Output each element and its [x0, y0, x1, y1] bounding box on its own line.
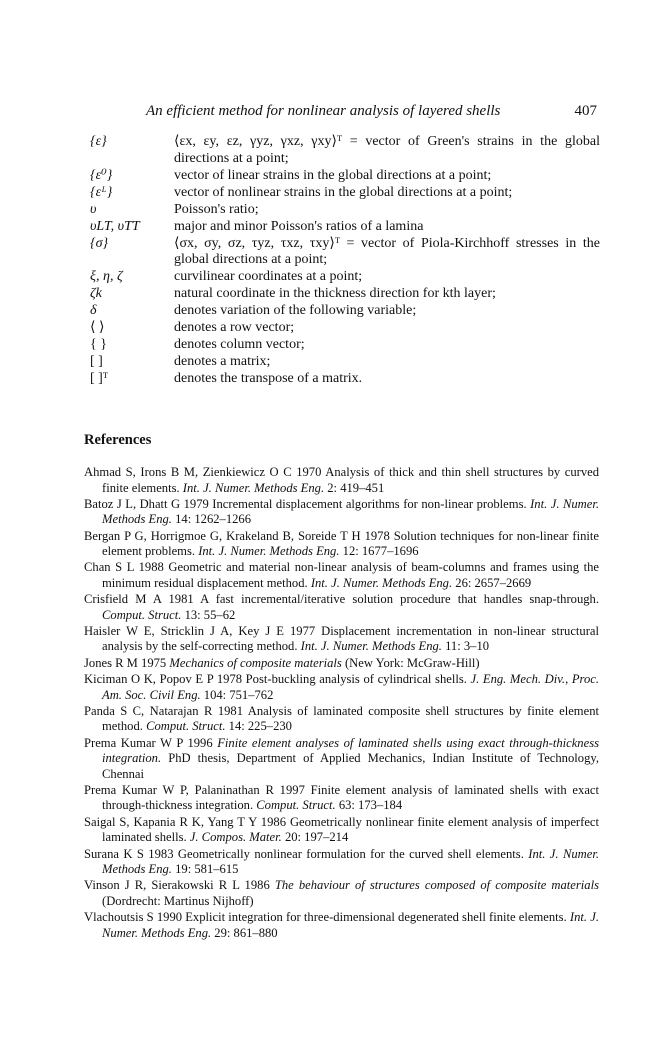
nomenclature-symbol: ζk [90, 286, 102, 301]
nomenclature-row [90, 202, 600, 219]
nomenclature-row [90, 219, 600, 236]
reference-entry: Bergan P G, Horrigmoe G, Krakeland B, Soreide T H 1978 Solution techniques for non-linear finite element problems. Int. J. Numer. Methods Eng. 12: 1677–1696 [84, 528, 599, 559]
nomenclature-symbol: υLT, υTT [90, 218, 140, 234]
reference-entry: Chan S L 1988 Geometric and material non-linear analysis of beam-columns and frames using the minimum residual displacement method. Int. J. Numer. Methods Eng. 26: 2657–2669 [84, 560, 599, 590]
reference-entry: Ahmad S, Irons B M, Zienkiewicz O C 1970 Analysis of thick and thin shell structures by curved finite elements. Int. J. Numer. Methods Eng. 2: 419–451 [84, 465, 599, 495]
nomenclature-row [90, 320, 600, 337]
nomenclature-definition: ⟨εx, εy, εz, γyz, γxz, γxy⟩ᵀ = vector of Green's strains in the global directions at a point; [174, 134, 600, 166]
reference-entry: Vlachoutsis S 1990 Explicit integration for three-dimensional degenerated shell finite elements. Int. J. Numer. Methods Eng. 29: 861–880 [84, 910, 599, 940]
nomenclature-symbol: {σ} [90, 235, 109, 251]
reference-entry: Prema Kumar W P 1996 Finite element analyses of laminated shells using exact through-thickness integration. PhD thesis, Department of Applied Mechanics, Indian Institute of Technology, Chennai [84, 735, 599, 781]
nomenclature-symbol: [ ] [90, 354, 103, 369]
nomenclature-definition: denotes a row vector; [174, 320, 295, 335]
nomenclature-definition: vector of linear strains in the global directions at a point; [174, 167, 492, 183]
reference-list [84, 465, 599, 942]
nomenclature-definition: Poisson's ratio; [174, 201, 259, 217]
nomenclature-symbol: ξ, η, ζ [90, 269, 123, 284]
nomenclature-row [90, 337, 600, 354]
nomenclature-row [90, 371, 600, 388]
nomenclature-symbol: { } [90, 337, 107, 352]
nomenclature-definition: denotes variation of the following variable; [174, 303, 417, 318]
nomenclature-symbol: δ [90, 303, 97, 318]
nomenclature-row [90, 236, 600, 269]
nomenclature-row [90, 185, 600, 202]
nomenclature-row [90, 134, 600, 167]
reference-entry: Panda S C, Natarajan R 1981 Analysis of laminated composite shell structures by finite element method. Comput. Struct. 14: 225–230 [84, 703, 599, 734]
reference-entry: Saigal S, Kapania R K, Yang T Y 1986 Geometrically nonlinear finite element analysis of imperfect laminated shells. J. Compos. Mater. 20: 197–214 [84, 814, 599, 845]
reference-entry: Prema Kumar W P, Palaninathan R 1997 Finite element analysis of laminated shells with exact through-thickness integration. Comput. Struct. 63: 173–184 [84, 782, 599, 813]
nomenclature-list [90, 134, 600, 388]
nomenclature-row [90, 286, 600, 303]
nomenclature-definition: vector of nonlinear strains in the global directions at a point; [174, 184, 513, 200]
nomenclature-row [90, 354, 600, 371]
nomenclature-definition: denotes a matrix; [174, 354, 271, 369]
page-number: 407 [574, 103, 597, 119]
reference-entry: Haisler W E, Stricklin J A, Key J E 1977 Displacement incrementation in non-linear structural analysis by the self-correcting method. Int. J. Numer. Methods Eng. 11: 3–10 [84, 623, 599, 654]
reference-entry: Surana K S 1983 Geometrically nonlinear formulation for the curved shell elements. Int. J. Numer. Methods Eng. 19: 581–615 [84, 846, 599, 877]
nomenclature-definition: major and minor Poisson's ratios of a lamina [174, 218, 424, 234]
nomenclature-symbol: ⟨ ⟩ [90, 320, 105, 335]
nomenclature-row [90, 269, 600, 286]
nomenclature-symbol: υ [90, 201, 97, 217]
page-header [84, 103, 597, 123]
reference-entry: Jones R M 1975 Mechanics of composite materials (New York: McGraw-Hill) [84, 655, 480, 670]
nomenclature-symbol: {εᴸ} [90, 184, 113, 200]
nomenclature-definition: denotes the transpose of a matrix. [174, 371, 363, 386]
references-heading: References [84, 432, 152, 448]
nomenclature-symbol: {ε} [90, 134, 107, 149]
nomenclature-definition: curvilinear coordinates at a point; [174, 269, 363, 284]
nomenclature-row [90, 168, 600, 185]
nomenclature-row [90, 303, 600, 320]
reference-entry: Crisfield M A 1981 A fast incremental/iterative solution procedure that handles snap-through. Comput. Struct. 13: 55–62 [84, 592, 599, 622]
reference-entry: Vinson J R, Sierakowski R L 1986 The behaviour of structures composed of composite materials (Dordrecht: Martinus Nijhoff) [84, 878, 599, 908]
nomenclature-definition: natural coordinate in the thickness direction for kth layer; [174, 286, 496, 301]
reference-entry: Batoz J L, Dhatt G 1979 Incremental displacement algorithms for non-linear problems. Int. J. Numer. Methods Eng. 14: 1262–1266 [84, 496, 599, 527]
nomenclature-symbol: [ ]ᵀ [90, 371, 108, 386]
running-title: An efficient method for nonlinear analysis of layered shells [146, 103, 501, 119]
nomenclature-symbol: {ε⁰} [90, 167, 113, 183]
reference-entry: Kiciman O K, Popov E P 1978 Post-buckling analysis of cylindrical shells. J. Eng. Mech. Div., Proc. Am. Soc. Civil Eng. 104: 751–762 [84, 672, 600, 702]
nomenclature-definition: ⟨σx, σy, σz, τyz, τxz, τxy⟩ᵀ = vector of Piola-Kirchhoff stresses in the global directions at a point; [174, 235, 600, 267]
nomenclature-definition: denotes column vector; [174, 337, 305, 352]
